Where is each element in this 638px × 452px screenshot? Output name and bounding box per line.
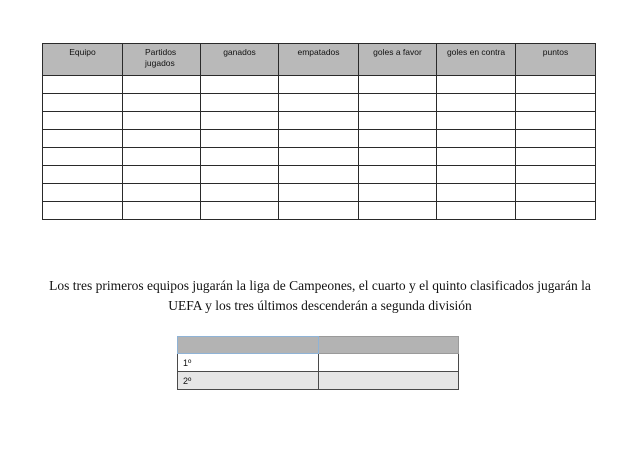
header-ganados: ganados: [201, 44, 279, 76]
table-cell[interactable]: [516, 202, 596, 220]
header-goles-a-favor: goles a favor: [359, 44, 437, 76]
table-cell[interactable]: [279, 94, 359, 112]
table-cell[interactable]: [201, 130, 279, 148]
standings-body: [43, 76, 596, 220]
table-cell[interactable]: [516, 76, 596, 94]
table-row: [43, 202, 596, 220]
header-equipo: Equipo: [43, 44, 123, 76]
standings-header-row: [43, 44, 596, 76]
table-cell[interactable]: [201, 202, 279, 220]
table-cell[interactable]: [123, 148, 201, 166]
table-cell[interactable]: [359, 130, 437, 148]
table-cell[interactable]: [43, 166, 123, 184]
table-cell[interactable]: [201, 148, 279, 166]
table-cell[interactable]: [43, 130, 123, 148]
table-cell[interactable]: [201, 94, 279, 112]
table-cell[interactable]: [123, 112, 201, 130]
table-cell[interactable]: [279, 112, 359, 130]
standings-table: [42, 43, 596, 220]
places-header-cell: [319, 337, 459, 354]
table-cell[interactable]: [279, 184, 359, 202]
table-cell[interactable]: [437, 112, 516, 130]
places-header-row: [178, 337, 459, 354]
table-cell[interactable]: [279, 166, 359, 184]
table-cell[interactable]: [437, 130, 516, 148]
table-cell[interactable]: [279, 130, 359, 148]
places-header-cell: [178, 337, 319, 354]
table-cell[interactable]: [437, 94, 516, 112]
table-cell[interactable]: [123, 202, 201, 220]
table-cell[interactable]: [359, 76, 437, 94]
place-team-cell[interactable]: [319, 372, 459, 390]
table-cell[interactable]: [359, 94, 437, 112]
table-cell[interactable]: [359, 184, 437, 202]
table-cell[interactable]: [516, 112, 596, 130]
places-table: [177, 336, 459, 390]
header-partidos-jugados: Partidos jugados: [123, 44, 201, 76]
table-cell[interactable]: [123, 94, 201, 112]
classification-note: Los tres primeros equipos jugarán la liga de Campeones, el cuarto y el quinto clasificados jugarán la UEFA y los tres últimos descenderán a segunda división: [49, 278, 591, 313]
table-row: [43, 112, 596, 130]
table-cell[interactable]: [279, 148, 359, 166]
table-cell[interactable]: [516, 94, 596, 112]
table-row: [178, 354, 459, 372]
table-cell[interactable]: [279, 76, 359, 94]
table-cell[interactable]: [43, 184, 123, 202]
header-goles-en-contra: goles en contra: [437, 44, 516, 76]
table-cell[interactable]: [359, 148, 437, 166]
table-row: [43, 94, 596, 112]
table-cell[interactable]: [123, 76, 201, 94]
place-label: 2º: [178, 372, 319, 390]
table-cell[interactable]: [123, 166, 201, 184]
table-cell[interactable]: [43, 148, 123, 166]
table-cell[interactable]: [437, 76, 516, 94]
table-cell[interactable]: [437, 148, 516, 166]
table-cell[interactable]: [516, 184, 596, 202]
table-cell[interactable]: [43, 112, 123, 130]
table-cell[interactable]: [359, 202, 437, 220]
table-cell[interactable]: [43, 94, 123, 112]
place-team-cell[interactable]: [319, 354, 459, 372]
table-cell[interactable]: [437, 184, 516, 202]
table-cell[interactable]: [201, 76, 279, 94]
table-cell[interactable]: [123, 130, 201, 148]
table-cell[interactable]: [516, 148, 596, 166]
table-row: [178, 372, 459, 390]
table-cell[interactable]: [43, 76, 123, 94]
table-cell[interactable]: [516, 130, 596, 148]
table-row: [43, 184, 596, 202]
table-cell[interactable]: [201, 166, 279, 184]
places-body: [178, 354, 459, 390]
table-cell[interactable]: [359, 112, 437, 130]
table-row: [43, 166, 596, 184]
table-cell[interactable]: [123, 184, 201, 202]
table-cell[interactable]: [437, 202, 516, 220]
table-cell[interactable]: [359, 166, 437, 184]
table-cell[interactable]: [516, 166, 596, 184]
table-cell[interactable]: [201, 112, 279, 130]
table-cell[interactable]: [201, 184, 279, 202]
table-cell[interactable]: [43, 202, 123, 220]
table-row: [43, 148, 596, 166]
place-label: 1º: [178, 354, 319, 372]
table-row: [43, 130, 596, 148]
table-cell[interactable]: [437, 166, 516, 184]
header-puntos: puntos: [516, 44, 596, 76]
table-cell[interactable]: [279, 202, 359, 220]
table-row: [43, 76, 596, 94]
header-empatados: empatados: [279, 44, 359, 76]
